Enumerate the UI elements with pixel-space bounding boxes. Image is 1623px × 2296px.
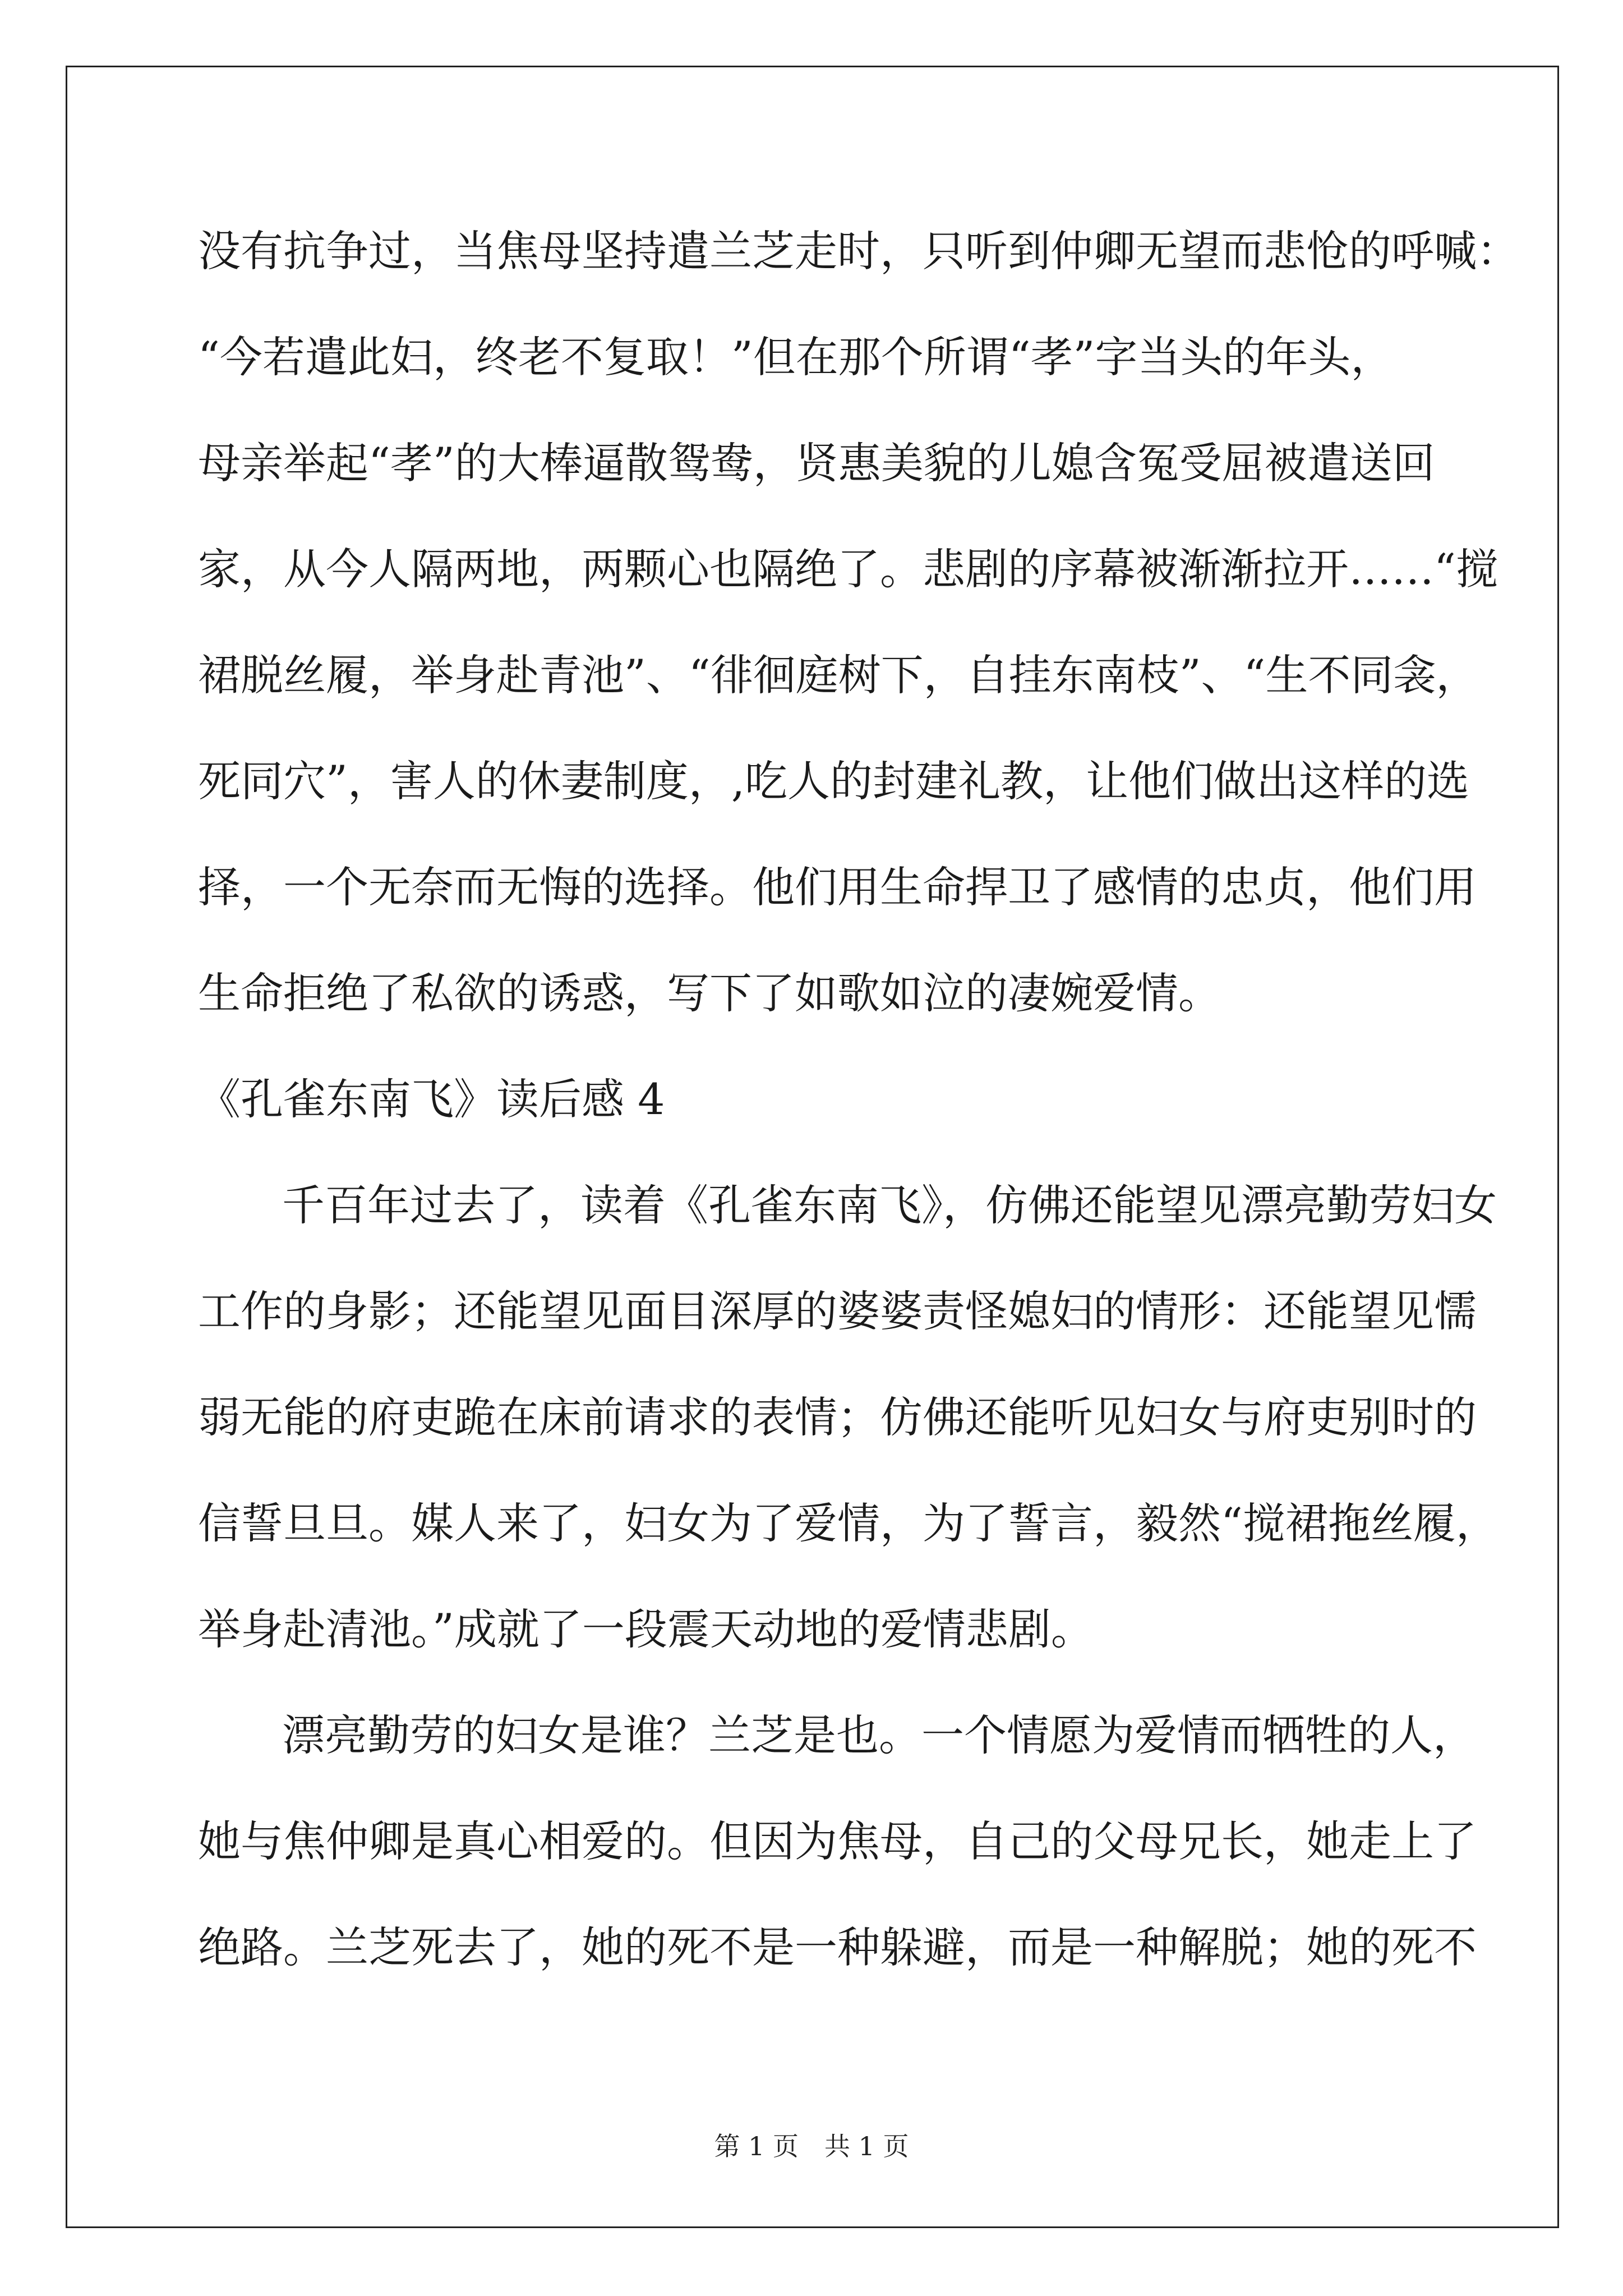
paragraph-first-line: 千百年过去了，读着《孔雀东南飞》，仿佛还能望见漂亮勤劳妇女 (282, 1180, 1497, 1230)
text-line: 绝路。兰芝死去了，她的死不是一种躲避，而是一种解脱；她的死不 (198, 1922, 1477, 1972)
text-line: 死同穴”，害人的休妻制度，,吃人的封建礼教，让他们做出这样的选 (198, 756, 1470, 806)
section-heading: 《孔雀东南飞》读后感 4 (198, 1074, 665, 1124)
text-line: 生命拒绝了私欲的诱惑，写下了如歌如泣的凄婉爱情。 (198, 968, 1221, 1018)
text-line: 举身赴清池。”成就了一段震天动地的爱情悲剧。 (198, 1604, 1094, 1654)
text-line: 择，一个无奈而无悔的选择。他们用生命捍卫了感情的忠贞，他们用 (198, 862, 1477, 912)
text-line: 母亲举起“孝”的大棒逼散鸳鸯，贤惠美貌的儿媳含冤受屈被遣送回 (198, 438, 1435, 488)
text-line: 她与焦仲卿是真心相爱的。但因为焦母，自己的父母兄长，她走上了 (198, 1816, 1477, 1866)
text-line: 信誓旦旦。媒人来了，妇女为了爱情，为了誓言，毅然“搅裙拖丝履， (198, 1498, 1498, 1548)
text-line: “今若遣此妇，终老不复取！”但在那个所谓“孝”字当头的年头， (198, 332, 1394, 382)
text-line: 工作的身影；还能望见面目深厚的婆婆责怪媳妇的情形：还能望见懦 (198, 1286, 1477, 1336)
page-number-footer: 第 1 页 共 1 页 (714, 2131, 909, 2161)
paragraph-first-line: 漂亮勤劳的妇女是谁？兰芝是也。一个情愿为爱情而牺牲的人， (282, 1710, 1476, 1760)
text-line: 弱无能的府吏跪在床前请求的表情；仿佛还能听见妇女与府吏别时的 (198, 1392, 1477, 1442)
page-border (66, 66, 1559, 2228)
text-line: 裙脱丝履，举身赴青池”、“徘徊庭树下，自挂东南枝”、“生不同衾， (198, 650, 1479, 700)
text-line: 没有抗争过，当焦母坚持遣兰芝走时，只听到仲卿无望而悲怆的呼喊： (198, 226, 1519, 276)
text-line: 家，从今人隔两地，两颗心也隔绝了。悲剧的序幕被渐渐拉开……“搅 (198, 544, 1498, 594)
